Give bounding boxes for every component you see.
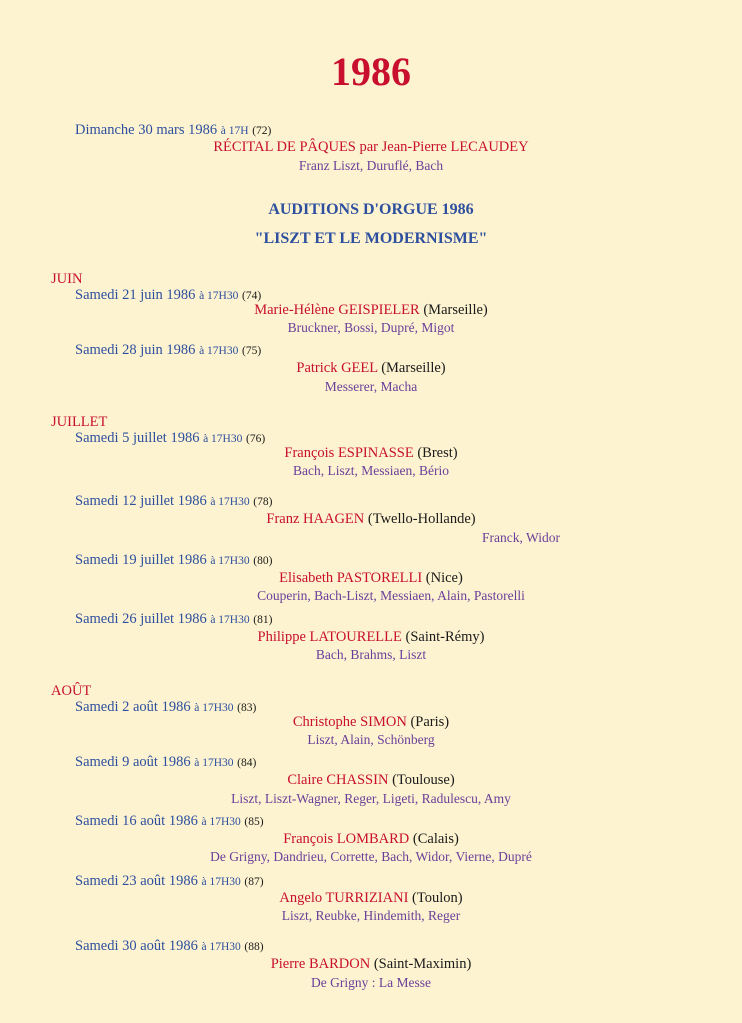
concert-number: (76) [246, 433, 266, 445]
time-text: à 17H30 [199, 345, 239, 357]
performer-city: (Toulon) [412, 890, 463, 906]
time-text: à 17H [220, 125, 249, 137]
section-heading: AUDITIONS D'ORGUE 1986 [268, 201, 474, 218]
concert-program: Franck, Widor [482, 530, 560, 545]
performer-city: (Nice) [425, 570, 463, 586]
performer-city: (Paris) [410, 714, 450, 730]
recital-title: RÉCITAL DE PÂQUES par Jean-Pierre LECAUDEY [213, 139, 529, 155]
concert-number: (74) [241, 290, 262, 302]
date-text: Samedi 5 juillet 1986 [75, 430, 200, 446]
performer-line [0, 772, 742, 788]
performer-city: (Toulouse) [392, 772, 455, 788]
performer-line [0, 445, 742, 461]
month-label-juillet: JUILLET [51, 414, 108, 430]
date-text: Samedi 23 août 1986 [75, 873, 198, 889]
concert-date [75, 342, 261, 359]
performer-city: (Calais) [412, 831, 459, 847]
time-text: à 17H30 [201, 816, 241, 828]
performer-line [0, 831, 742, 847]
concert-number: (88) [244, 941, 264, 953]
performer-city: (Marseille) [381, 360, 446, 376]
performer-line [0, 714, 742, 730]
concert-number: (75) [241, 345, 262, 357]
performer-line [0, 360, 742, 376]
concert-date [75, 493, 272, 510]
concert-program: Messerer, Macha [324, 379, 418, 394]
performer-name: Franz HAAGEN [266, 511, 365, 527]
date-text: Samedi 12 juillet 1986 [75, 493, 207, 509]
concert-number: (87) [244, 876, 264, 888]
performer-name: Christophe SIMON [292, 714, 407, 730]
date-text: Samedi 21 juin 1986 [75, 287, 196, 303]
concert-date [75, 122, 271, 139]
concert-date [75, 938, 264, 955]
performer-name: Pierre BARDON [270, 956, 371, 972]
performer-line [0, 956, 742, 972]
performer-city: (Saint-Maximin) [373, 956, 472, 972]
concert-date [75, 754, 256, 771]
concert-program: Bach, Brahms, Liszt [315, 647, 427, 662]
recital-program: Franz Liszt, Duruflé, Bach [298, 158, 444, 173]
concert-number: (72) [252, 125, 272, 137]
concert-date [75, 611, 272, 628]
concert-number: (81) [253, 614, 273, 626]
performer-line [0, 570, 742, 586]
concert-program: Bruckner, Bossi, Dupré, Migot [287, 320, 455, 335]
concert-date [75, 873, 264, 890]
time-text: à 17H30 [210, 614, 250, 626]
performer-city: (Brest) [417, 445, 458, 461]
performer-name: François LOMBARD [283, 831, 410, 847]
concert-program: Couperin, Bach-Liszt, Messiaen, Alain, Pastorelli [257, 588, 525, 603]
performer-name: Claire CHASSIN [287, 772, 389, 788]
time-text: à 17H30 [194, 757, 234, 769]
time-text: à 17H30 [210, 555, 250, 567]
concert-program: Liszt, Alain, Schönberg [307, 732, 435, 747]
concert-number: (83) [237, 702, 257, 714]
month-label-aout: AOÛT [51, 683, 92, 699]
concert-date [75, 813, 264, 830]
date-text: Samedi 2 août 1986 [75, 699, 191, 715]
performer-name: Patrick GEEL [296, 360, 378, 376]
month-label-juin: JUIN [51, 271, 83, 287]
performer-line [0, 890, 742, 906]
time-text: à 17H30 [201, 941, 241, 953]
date-text: Dimanche 30 mars 1986 [75, 122, 218, 138]
time-text: à 17H30 [199, 290, 239, 302]
date-text: Samedi 26 juillet 1986 [75, 611, 207, 627]
concert-program: Liszt, Liszt-Wagner, Reger, Ligeti, Radulescu, Amy [231, 791, 511, 806]
concert-number: (78) [253, 496, 273, 508]
performer-line [0, 302, 742, 318]
performer-name: Philippe LATOURELLE [257, 629, 402, 645]
concert-program: Bach, Liszt, Messiaen, Bério [293, 463, 449, 478]
concert-number: (84) [237, 757, 257, 769]
performer-name: Elisabeth PASTORELLI [279, 570, 423, 586]
date-text: Samedi 19 juillet 1986 [75, 552, 207, 568]
time-text: à 17H30 [201, 876, 241, 888]
time-text: à 17H30 [203, 433, 243, 445]
performer-line [0, 629, 742, 645]
concert-program: Liszt, Reubke, Hindemith, Reger [281, 908, 461, 923]
performer-city: (Twello-Hollande) [367, 511, 476, 527]
concert-number: (80) [253, 555, 273, 567]
concert-date [75, 552, 272, 569]
date-text: Samedi 30 août 1986 [75, 938, 198, 954]
page-title: 1986 [331, 49, 411, 94]
section-subheading: "LISZT ET LE MODERNISME" [254, 230, 488, 247]
performer-name: Marie-Hélène GEISPIELER [254, 302, 420, 318]
performer-name: François ESPINASSE [284, 445, 414, 461]
time-text: à 17H30 [194, 702, 234, 714]
performer-name: Angelo TURRIZIANI [279, 890, 409, 906]
date-text: Samedi 9 août 1986 [75, 754, 191, 770]
time-text: à 17H30 [210, 496, 250, 508]
date-text: Samedi 16 août 1986 [75, 813, 198, 829]
date-text: Samedi 28 juin 1986 [75, 342, 196, 358]
concert-program: De Grigny : La Messe [311, 975, 431, 990]
performer-city: (Marseille) [423, 302, 488, 318]
concert-number: (85) [244, 816, 264, 828]
performer-city: (Saint-Rémy) [405, 629, 485, 645]
performer-line [0, 511, 742, 527]
concert-program: De Grigny, Dandrieu, Corrette, Bach, Widor, Vierne, Dupré [210, 849, 532, 864]
